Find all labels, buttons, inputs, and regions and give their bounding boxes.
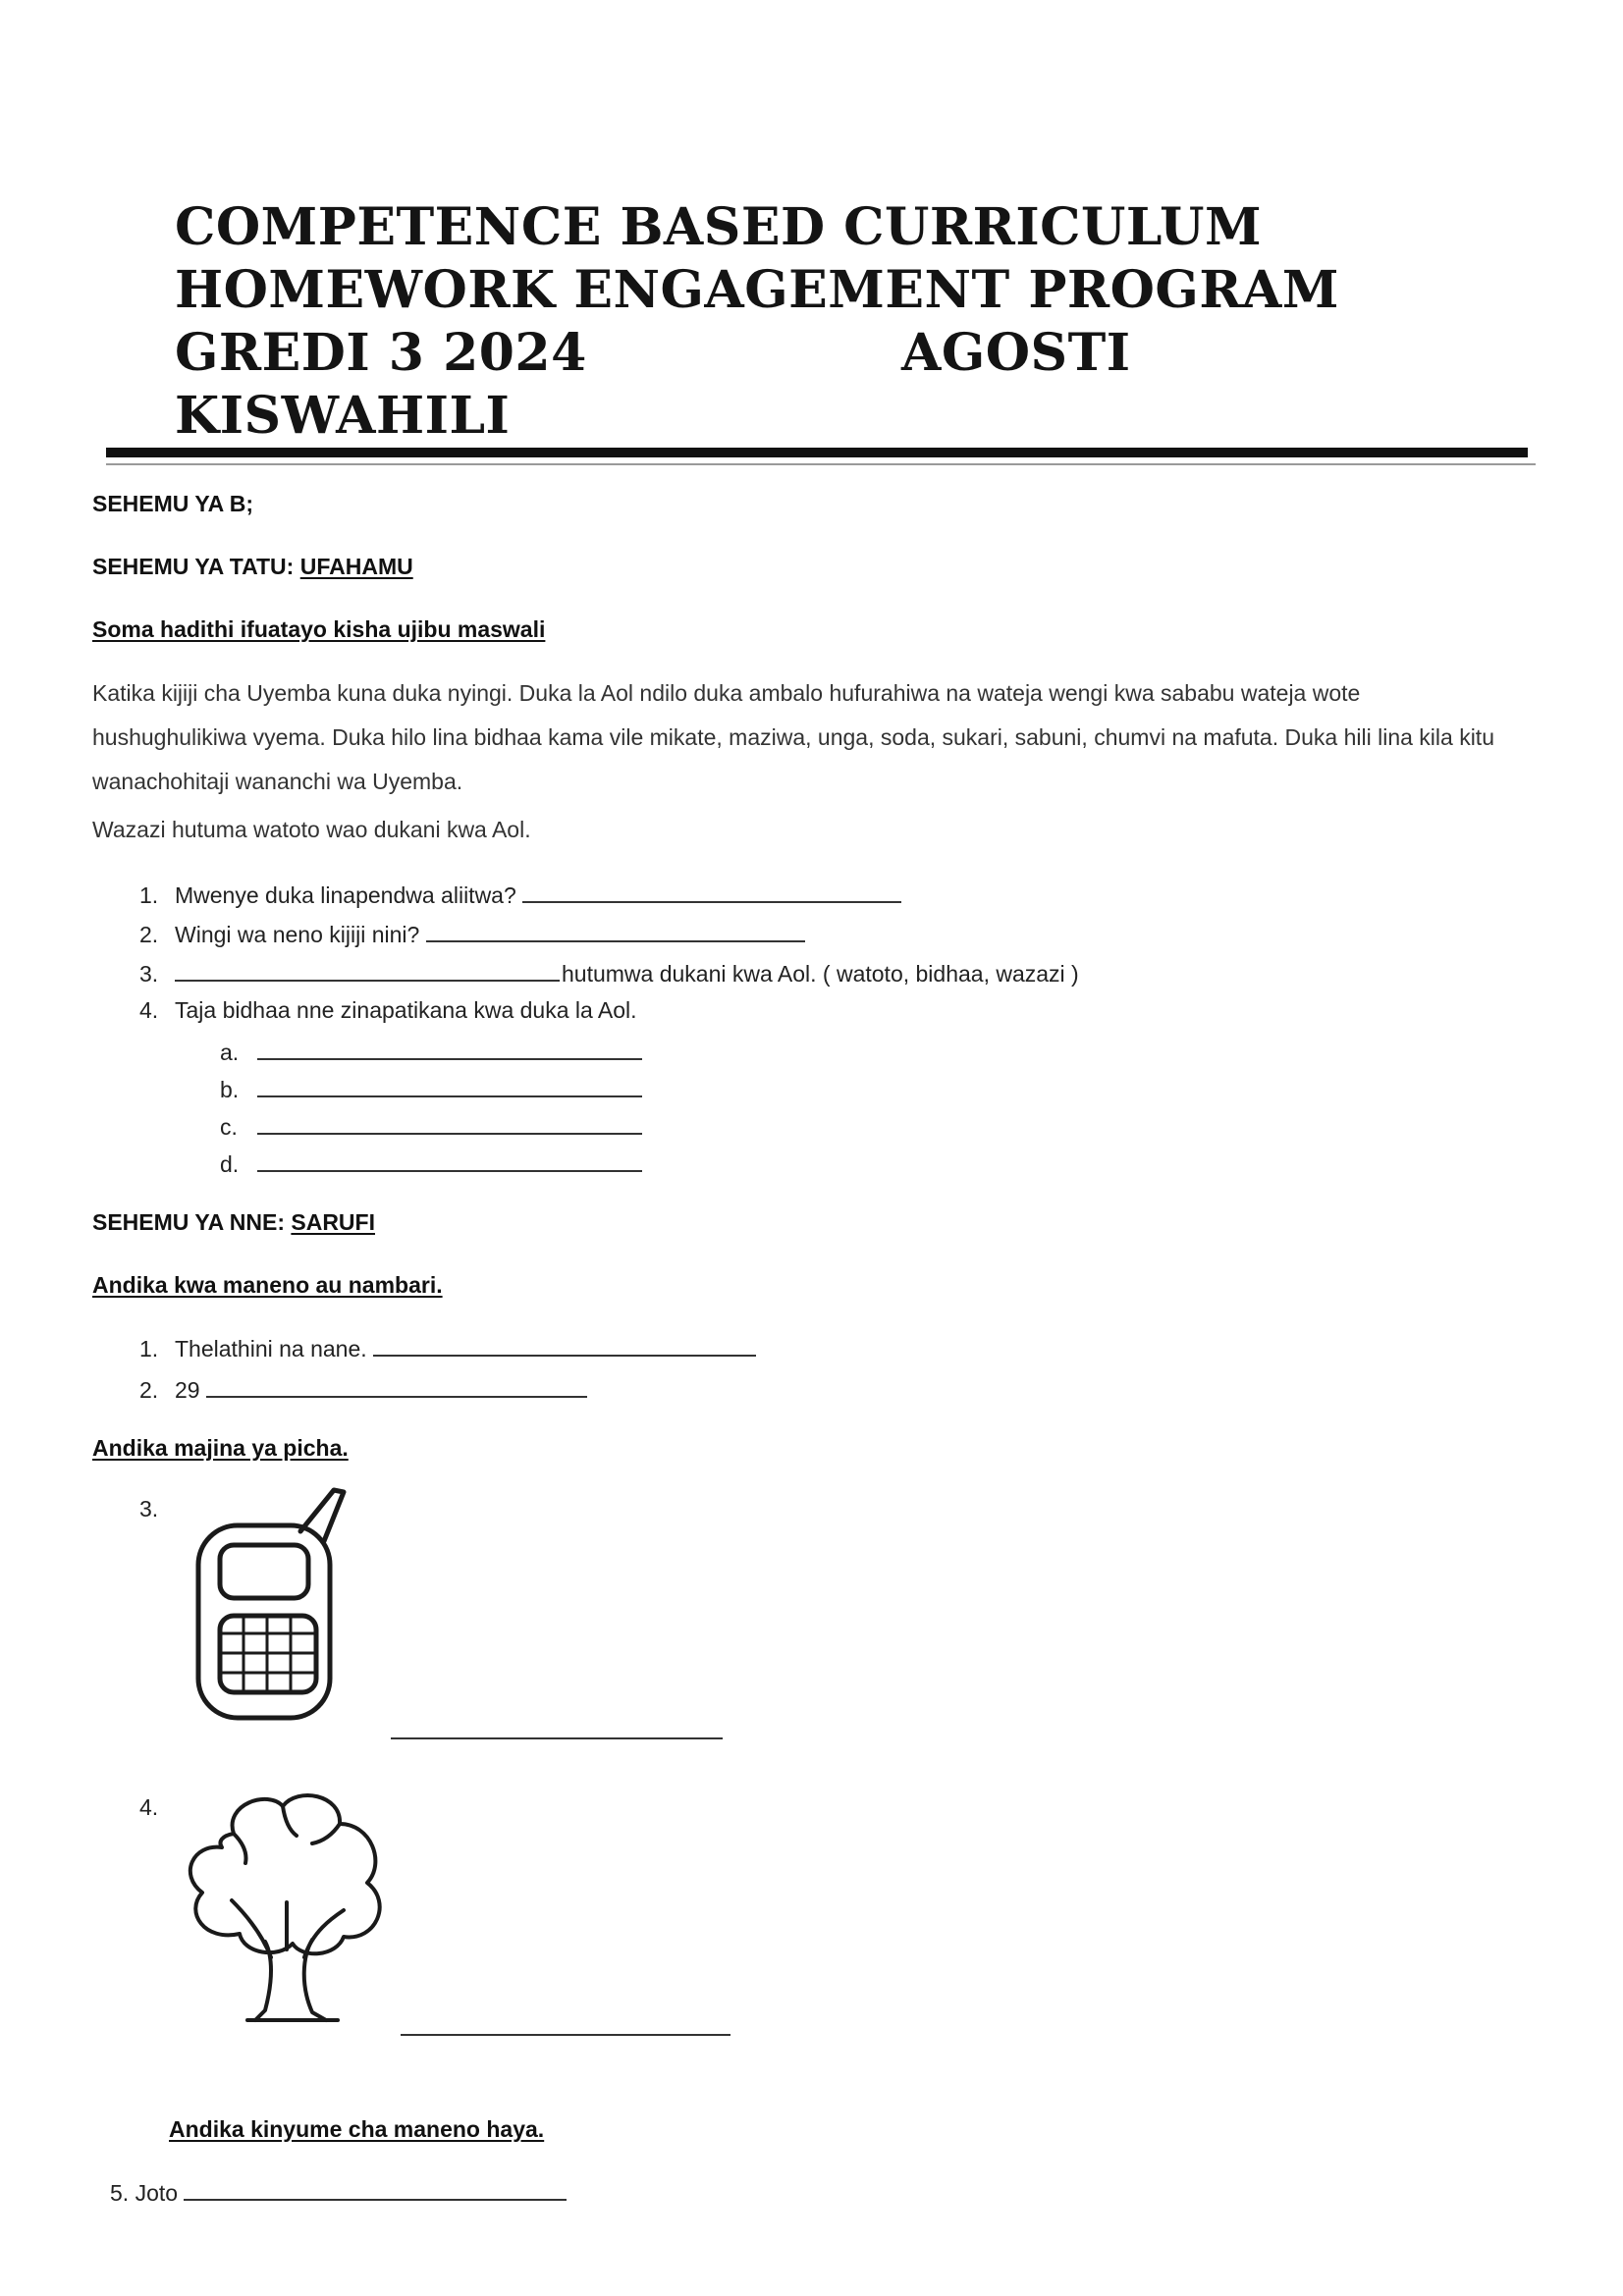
sarufi-question-1-text: Thelathini na nane. [175,1336,367,1362]
sarufi-question-2: 2. 29 [139,1374,587,1404]
answer-blank-4b[interactable] [257,1074,642,1097]
antonym-question-5-text: 5. Joto [110,2180,179,2206]
part3-name: UFAHAMU [299,554,413,579]
part4-heading [92,1209,375,1236]
answer-blank-1[interactable] [522,880,901,903]
sarufi-question-1: 1. Thelathini na nane. [139,1333,756,1362]
question-1: 1. Mwenye duka linapendwa aliitwa? [139,880,901,909]
passage-closing: Wazazi hutuma watoto wao dukani kwa Aol. [92,817,531,842]
question-2: 2. Wingi wa neno kijiji nini? [139,919,805,948]
part4-prefix: SEHEMU YA NNE: [92,1209,292,1235]
header-line-1: COMPETENCE BASED CURRICULUM [175,197,1262,257]
question-4-text: Taja bidhaa nne zinapatikana kwa duka la Aol. [175,997,637,1023]
part4-instruction-1: Andika kwa maneno au nambari. [92,1272,443,1298]
question-4: 4. Taja bidhaa nne zinapatikana kwa duka la Aol. [139,997,637,1023]
part3-prefix: SEHEMU YA TATU: [92,554,300,579]
question-1-text: Mwenye duka linapendwa aliitwa? [175,882,516,908]
sub-item-d: d. [220,1148,642,1178]
section-b-heading: SEHEMU YA B; [92,491,254,516]
picture-question-3-number: 3. [139,1496,159,1522]
question-3-text: hutumwa dukani kwa Aol. ( watoto, bidhaa, wazazi ) [562,961,1079,987]
sub-item-c: c. [220,1111,642,1141]
sarufi-question-2-text: 29 [175,1377,200,1403]
question-3: 3. hutumwa dukani kwa Aol. ( watoto, bidhaa, wazazi ) [139,958,1079,988]
picture-question-4-number: 4. [139,1794,159,1820]
part3-heading [92,554,413,580]
antonym-question-5 [110,2177,567,2207]
picture-answer-blank-4[interactable] [401,2034,730,2036]
header-subject: KISWAHILI [175,386,511,446]
sarufi-answer-blank-2[interactable] [206,1374,587,1398]
passage: Katika kijiji cha Uyemba kuna duka nyingi. Duka la Aol ndilo duka ambalo hufurahiwa na wateja wengi kwa sababu wateja wote hushughulikiwa vyema. Duka hilo lina bidhaa kama vile mikate, maziwa, unga, soda, sukari, sabuni, chumvi na mafuta. Duka hili lina kila kitu wanachohitaji wananchi wa Uyemba. [92,680,1494,794]
mobile-phone-icon [187,1482,363,1728]
sub-item-b: b. [220,1074,642,1103]
sarufi-answer-blank-1[interactable] [373,1333,756,1357]
header-month: AGOSTI [901,323,1131,383]
header-rule [106,448,1528,457]
tree-icon [175,1785,401,2030]
answer-blank-4c[interactable] [257,1111,642,1135]
header-line-2: HOMEWORK ENGAGEMENT PROGRAM [175,260,1339,320]
part4-instruction-3: Andika kinyume cha maneno haya. [169,2116,545,2142]
header-rule-shadow [106,463,1536,465]
sub-item-a: a. [220,1037,642,1066]
question-2-text: Wingi wa neno kijiji nini? [175,922,420,947]
picture-answer-blank-3[interactable] [391,1737,723,1739]
part4-instruction-2: Andika majina ya picha. [92,1435,349,1461]
answer-blank-2[interactable] [426,919,805,942]
part3-instruction: Soma hadithi ifuatayo kisha ujibu maswali [92,616,546,642]
header-grade: GREDI 3 2024 [175,323,587,383]
antonym-answer-blank-5[interactable] [184,2177,567,2201]
part4-name: SARUFI [291,1209,375,1235]
answer-blank-4d[interactable] [257,1148,642,1172]
answer-blank-3[interactable] [175,958,560,982]
answer-blank-4a[interactable] [257,1037,642,1060]
